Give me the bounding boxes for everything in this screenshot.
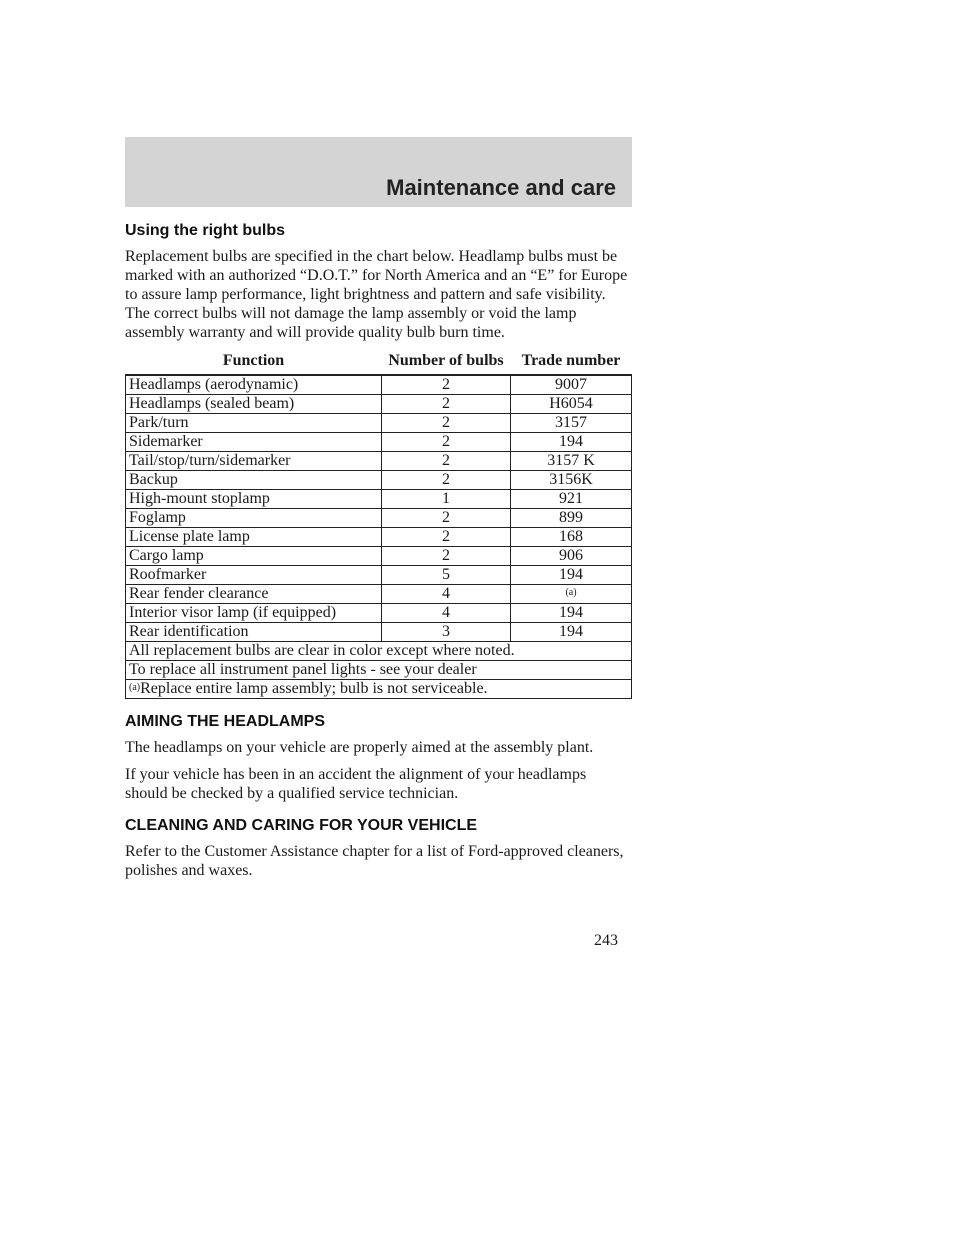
- cell-function: Cargo lamp: [126, 547, 382, 566]
- cell-function: Rear identification: [126, 623, 382, 642]
- cell-number: 2: [382, 547, 511, 566]
- table-row: [126, 395, 632, 414]
- cell-number: 2: [382, 509, 511, 528]
- note-color: All replacement bulbs are clear in color except where noted.: [126, 642, 632, 661]
- cleaning-paragraph: Refer to the Customer Assistance chapter for a list of Ford-approved cleaners, polishes and waxes.: [125, 843, 624, 879]
- table-note-row: [126, 661, 632, 680]
- cell-function: Park/turn: [126, 414, 382, 433]
- cell-number: 4: [382, 604, 511, 623]
- cell-number: 2: [382, 375, 511, 395]
- cell-number: 2: [382, 528, 511, 547]
- footnote-mark: (a): [129, 682, 141, 693]
- cell-number: 2: [382, 471, 511, 490]
- cell-trade: 921: [511, 490, 632, 509]
- footnote-reference: (a): [565, 587, 577, 598]
- table-row: [126, 452, 632, 471]
- table-row: [126, 490, 632, 509]
- cell-number: 5: [382, 566, 511, 585]
- section-heading-cleaning: CLEANING AND CARING FOR YOUR VEHICLE: [125, 817, 478, 834]
- aiming-paragraph-2: If your vehicle has been in an accident the alignment of your headlamps should be checked by a qualified service technician.: [125, 766, 587, 802]
- cell-trade: 899: [511, 509, 632, 528]
- table-note-row: [126, 680, 632, 699]
- aiming-paragraph-1: The headlamps on your vehicle are properly aimed at the assembly plant.: [125, 739, 594, 756]
- cell-trade: 9007: [511, 375, 632, 395]
- cell-trade: 194: [511, 604, 632, 623]
- note-instrument-panel: To replace all instrument panel lights - see your dealer: [126, 661, 632, 680]
- cell-number: 1: [382, 490, 511, 509]
- cell-trade: 194: [511, 623, 632, 642]
- cell-function: Headlamps (aerodynamic): [126, 375, 382, 395]
- bulb-table-header-row: [126, 350, 632, 375]
- cell-trade: H6054: [511, 395, 632, 414]
- cell-function: High-mount stoplamp: [126, 490, 382, 509]
- cell-trade: 3156K: [511, 471, 632, 490]
- cell-function: Headlamps (sealed beam): [126, 395, 382, 414]
- cell-function: Rear fender clearance: [126, 585, 382, 604]
- section-heading-aiming: AIMING THE HEADLAMPS: [125, 713, 325, 730]
- cell-number: 3: [382, 623, 511, 642]
- cell-trade: 168: [511, 528, 632, 547]
- table-row: [126, 528, 632, 547]
- cell-trade: 3157: [511, 414, 632, 433]
- cell-number: 2: [382, 395, 511, 414]
- table-row: [126, 414, 632, 433]
- table-row: [126, 585, 632, 604]
- header-function: Function: [222, 352, 285, 369]
- table-row: [126, 547, 632, 566]
- table-row: [126, 604, 632, 623]
- cell-trade: 906: [511, 547, 632, 566]
- cell-trade: [511, 585, 632, 604]
- cell-trade: 3157 K: [511, 452, 632, 471]
- cell-trade: 194: [511, 433, 632, 452]
- cell-function: Foglamp: [126, 509, 382, 528]
- bulb-table: [125, 350, 632, 699]
- table-row: [126, 375, 632, 395]
- header-trade-number: Trade number: [521, 352, 621, 369]
- cell-number: 2: [382, 452, 511, 471]
- section-heading-bulbs: Using the right bulbs: [125, 222, 285, 239]
- chapter-header-band: [125, 137, 632, 207]
- table-row: [126, 471, 632, 490]
- cell-trade: 194: [511, 566, 632, 585]
- bulbs-intro-paragraph: Replacement bulbs are specified in the chart below. Headlamp bulbs must be marked with an authorized “D.O.T.” for North America and an “E” for Europe to assure lamp performance, light brightness and pattern and safe visibility. The correct bulbs will not damage the lamp assembly or void the lamp assembly warranty and will provide quality bulb burn time.: [125, 248, 628, 341]
- table-note-row: [126, 642, 632, 661]
- chapter-title: Maintenance and care: [386, 175, 616, 200]
- cell-function: Interior visor lamp (if equipped): [126, 604, 382, 623]
- page-number: 243: [594, 932, 618, 949]
- table-row: [126, 433, 632, 452]
- cell-function: License plate lamp: [126, 528, 382, 547]
- cell-number: 2: [382, 414, 511, 433]
- cell-number: 2: [382, 433, 511, 452]
- cell-function: Backup: [126, 471, 382, 490]
- table-row: [126, 566, 632, 585]
- footnote-text: Replace entire lamp assembly; bulb is not serviceable.: [140, 680, 488, 697]
- page-content: [125, 222, 632, 888]
- cell-function: Roofmarker: [126, 566, 382, 585]
- cell-number: 4: [382, 585, 511, 604]
- cell-function: Sidemarker: [126, 433, 382, 452]
- table-row: [126, 509, 632, 528]
- cell-function: Tail/stop/turn/sidemarker: [126, 452, 382, 471]
- header-number-of-bulbs: Number of bulbs: [388, 352, 504, 369]
- table-row: [126, 623, 632, 642]
- note-footnote: [126, 680, 632, 699]
